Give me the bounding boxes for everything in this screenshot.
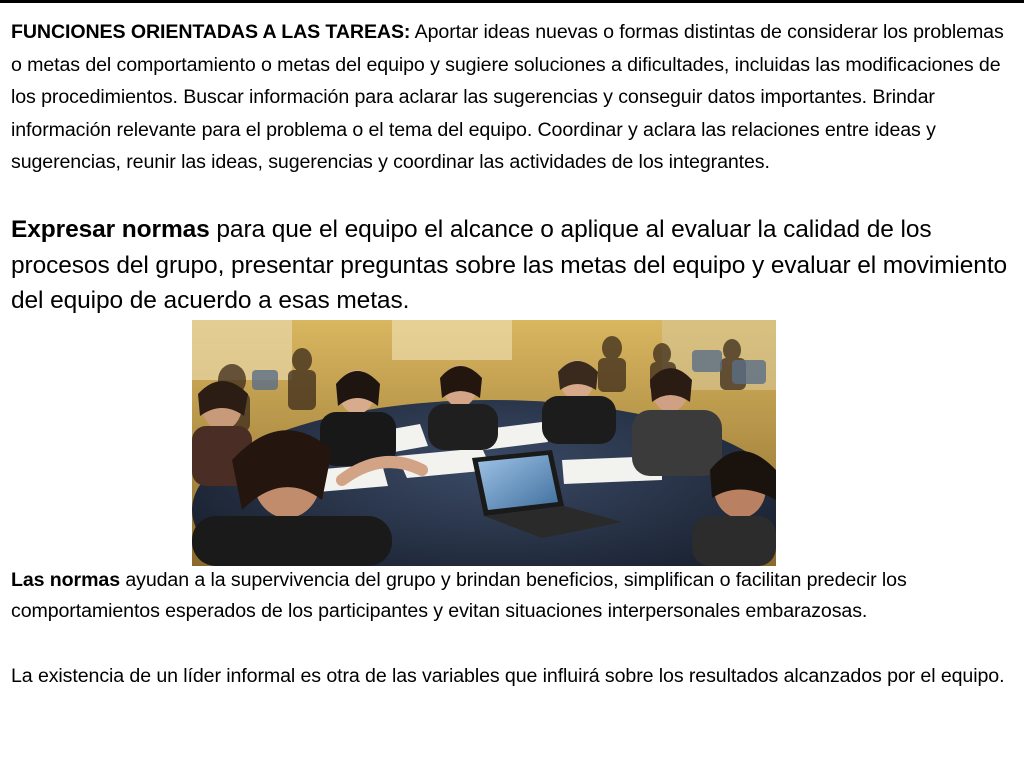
task-functions-heading: FUNCIONES ORIENTADAS A LAS TAREAS: (11, 21, 411, 43)
norms-expression-text: para que el equipo el alcance o aplique al evaluar la calidad de los procesos del grupo, presentar preguntas sobre las metas del equipo y evaluar el movimiento del equipo de acuerdo a esas metas. (11, 216, 1008, 314)
task-functions-text: Aportar ideas nuevas o formas distintas de considerar los problemas o metas del comportamiento o metas del equipo y sugiere soluciones a dificultades, incluidas las modificaciones de los procedimientos. Buscar información para aclarar las sugerencias y conseguir datos importantes. Brindar información relevante para el problema o el tema del equipo. Coordinar y aclara las relaciones entre ideas y sugerencias, reunir las ideas, sugerencias y coordinar las actividades de los integrantes. (11, 21, 1004, 173)
norms-expression-paragraph (11, 212, 1016, 319)
norms-heading: Las normas (11, 569, 120, 591)
team-meeting-photo (192, 320, 776, 566)
norms-expression-heading: Expresar normas (11, 216, 210, 243)
norms-text: ayudan a la supervivencia del grupo y brindan beneficios, simplifican o facilitan predecir los comportamientos esperados de los participantes y evitan situaciones interpersonales embarazosas. (11, 569, 907, 622)
norms-paragraph (11, 565, 1016, 627)
task-functions-paragraph (11, 16, 1016, 179)
top-rule (0, 0, 1024, 3)
informal-leader-paragraph: La existencia de un líder informal es otra de las variables que influirá sobre los resultados alcanzados por el equipo. (11, 665, 1005, 687)
